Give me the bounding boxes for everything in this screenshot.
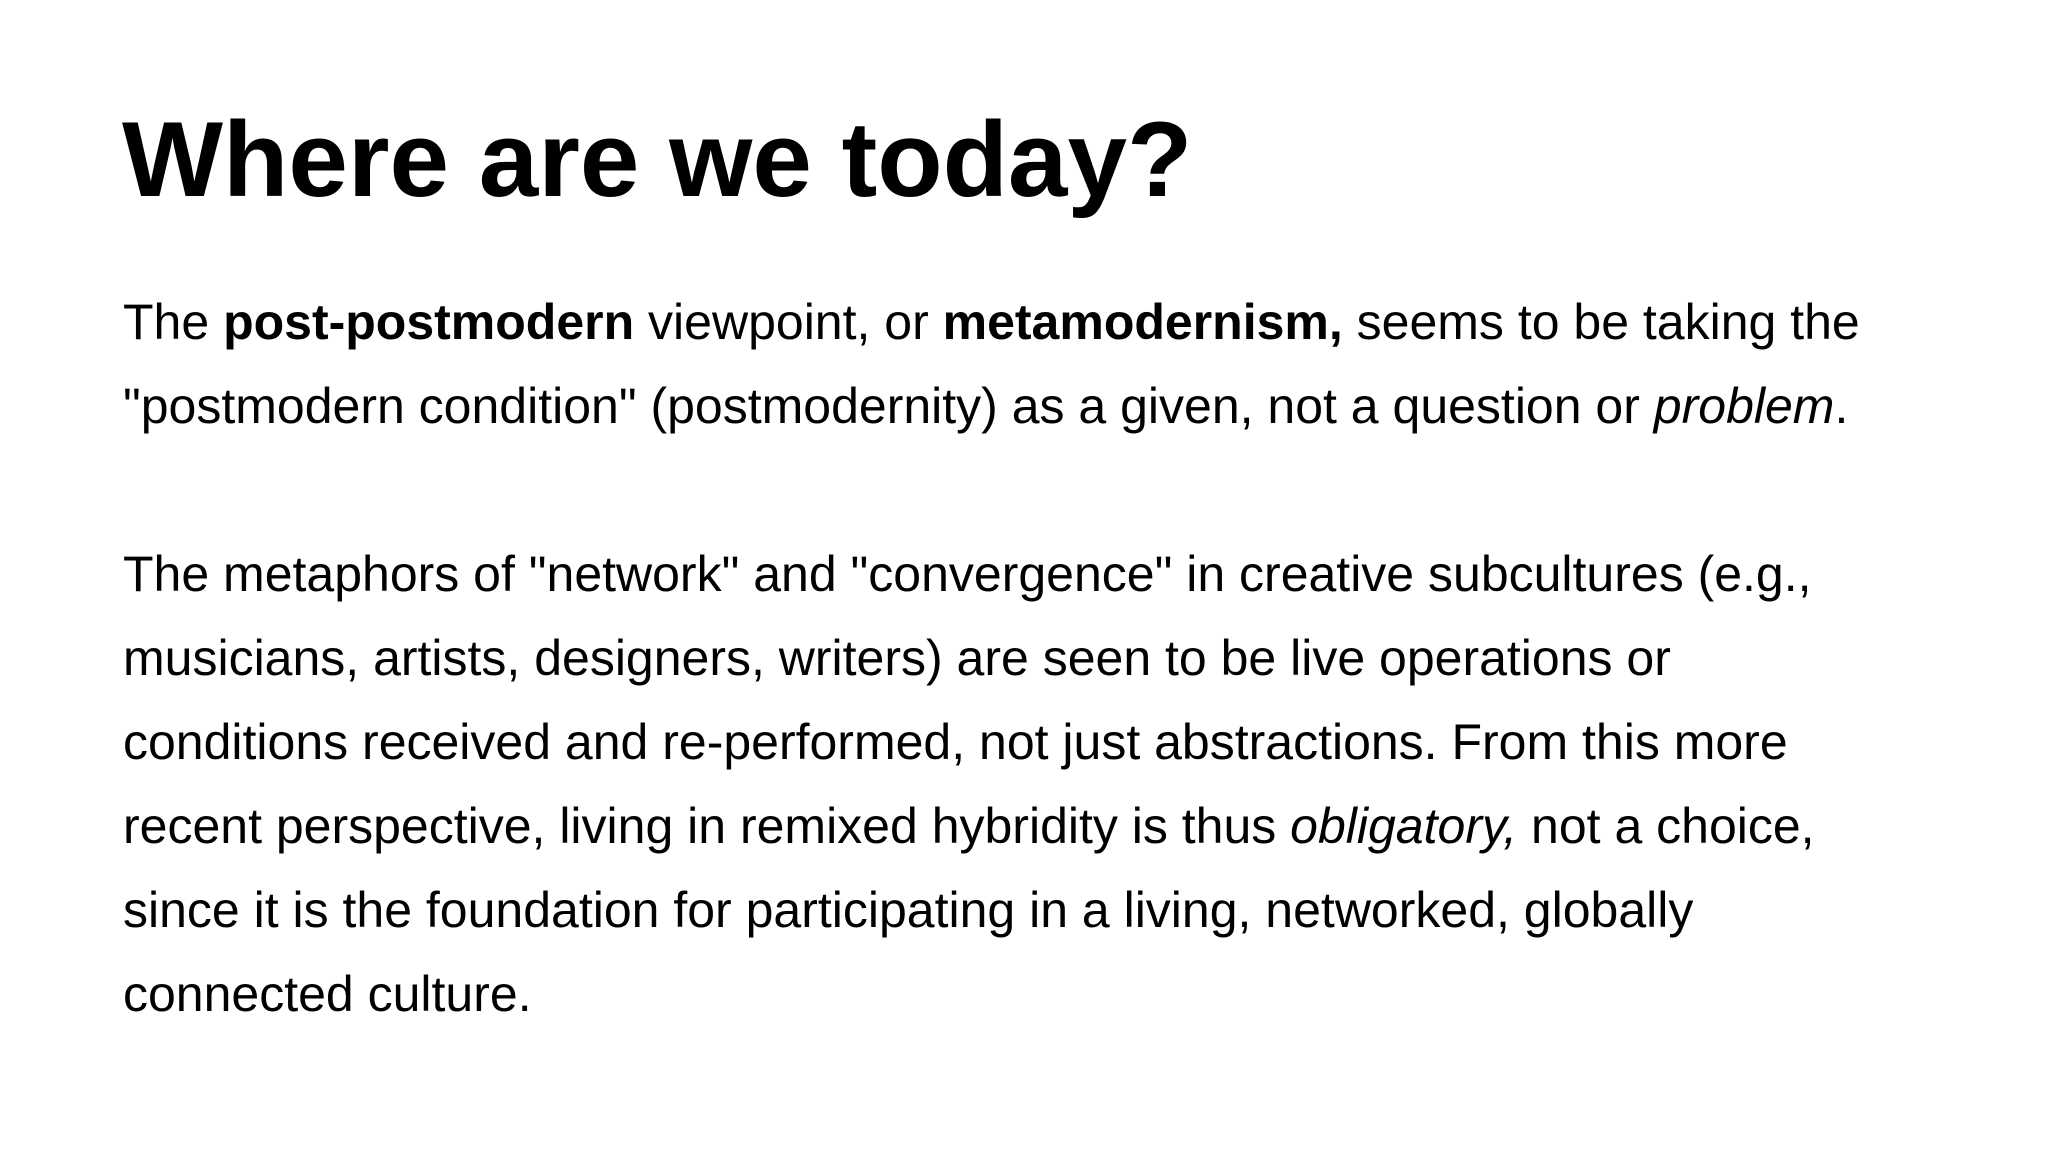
text-run: seems to be taking the	[1342, 294, 1860, 350]
text-line: musicians, artists, designers, writers) are seen to be live operations or	[123, 630, 1671, 686]
text-run: The	[123, 294, 224, 350]
text-line: conditions received and re-performed, not just abstractions. From this more	[123, 714, 1788, 770]
paragraph-post-postmodern	[123, 280, 1953, 448]
text-line: connected culture.	[123, 966, 532, 1022]
bold-term-post-postmodern: post-postmodern	[223, 294, 635, 350]
text-line: The metaphors of "network" and "convergence" in creative subcultures (e.g.,	[123, 546, 1812, 602]
slide-title: Where are we today?	[122, 99, 1193, 219]
italic-term-obligatory: obligatory,	[1290, 798, 1518, 854]
text-run: "postmodern condition" (postmodernity) as a given, not a question or	[123, 378, 1654, 434]
text-line	[123, 280, 1953, 364]
text-line	[123, 364, 1953, 448]
text-line	[123, 784, 1953, 868]
bold-term-metamodernism: metamodernism,	[942, 294, 1343, 350]
text-run: recent perspective, living in remixed hybridity is thus	[123, 798, 1291, 854]
text-run: not a choice,	[1517, 798, 1815, 854]
text-line: since it is the foundation for participating in a living, networked, globally	[123, 882, 1694, 938]
text-run: .	[1834, 378, 1849, 434]
text-run: viewpoint, or	[634, 294, 943, 350]
italic-term-problem: problem	[1653, 378, 1835, 434]
paragraph-network-convergence	[123, 532, 1953, 1036]
slide-body	[123, 280, 1953, 1036]
